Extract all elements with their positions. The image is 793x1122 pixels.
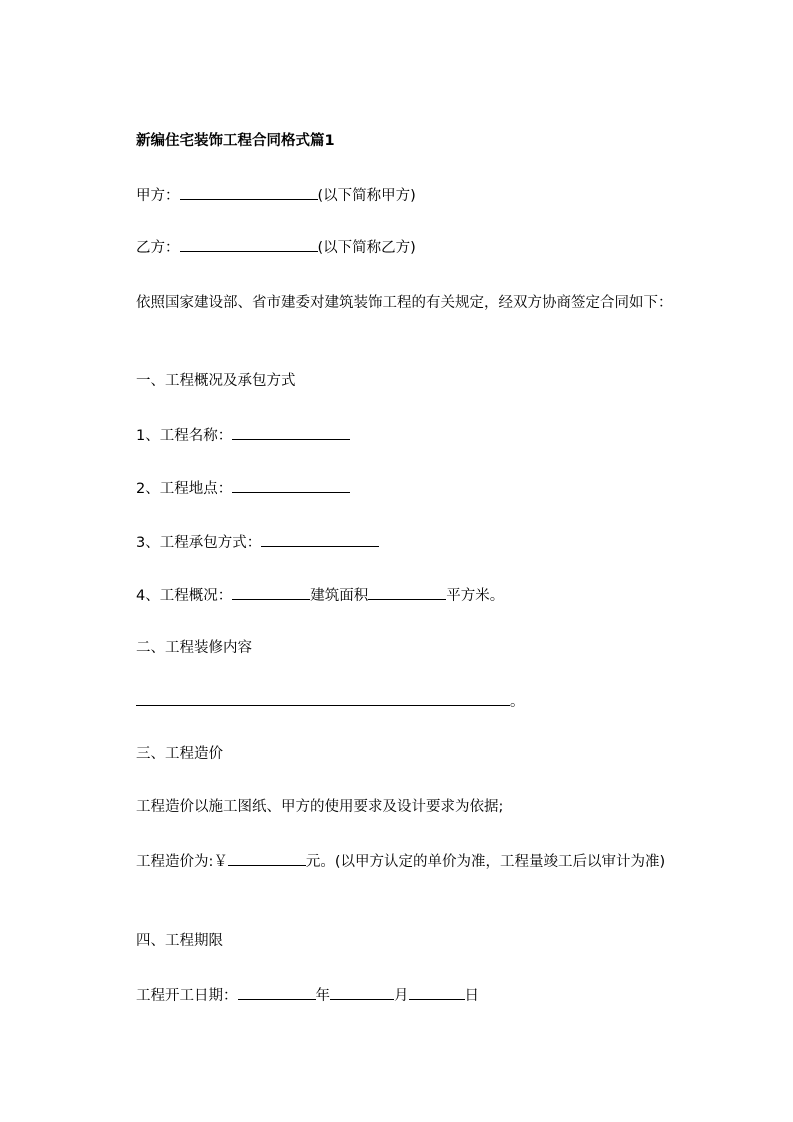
party-b-label: 乙方： — [136, 240, 180, 256]
overview-area-label: 建筑面积 — [310, 588, 369, 604]
start-date-line — [136, 985, 479, 1006]
project-location-blank[interactable] — [232, 478, 350, 493]
decoration-content-line — [136, 691, 525, 712]
section2-heading: 二、工程装修内容 — [136, 640, 252, 656]
intro-paragraph: 依照国家建设部、省市建委对建筑装饰工程的有关规定，经双方协商签定合同如下： — [136, 295, 673, 311]
price-label: 工程造价为:￥ — [136, 854, 228, 870]
contract-method-line — [136, 532, 379, 553]
project-overview-line — [136, 585, 504, 606]
day-label: 日 — [464, 988, 479, 1004]
section4-heading: 四、工程期限 — [136, 933, 223, 949]
party-b-suffix: (以下简称乙方) — [317, 240, 416, 256]
section1-heading: 一、工程概况及承包方式 — [136, 373, 296, 389]
start-day-blank[interactable] — [409, 985, 465, 1000]
overview-blank[interactable] — [232, 585, 310, 600]
page-title: 新编住宅装饰工程合同格式篇1 — [136, 133, 335, 149]
section3-heading: 三、工程造价 — [136, 746, 223, 762]
price-basis-text: 工程造价以施工图纸、甲方的使用要求及设计要求为依据; — [136, 799, 504, 815]
party-b-blank[interactable] — [180, 237, 318, 252]
overview-label: 4、工程概况： — [136, 588, 233, 604]
price-paragraph — [106, 848, 700, 876]
contract-method-label: 3、工程承包方式： — [136, 535, 262, 551]
party-a-blank[interactable] — [180, 185, 318, 200]
decoration-content-blank[interactable] — [136, 691, 510, 706]
contract-method-blank[interactable] — [261, 532, 379, 547]
start-year-blank[interactable] — [238, 985, 316, 1000]
price-text: 元。(以甲方认定的单价为准，工程量竣工后以审计为准) — [305, 854, 666, 870]
overview-unit: 平方米。 — [446, 588, 505, 604]
start-month-blank[interactable] — [330, 985, 394, 1000]
area-blank[interactable] — [368, 585, 446, 600]
party-a-line — [136, 185, 416, 206]
price-blank[interactable] — [228, 851, 306, 866]
start-date-label: 工程开工日期： — [136, 988, 238, 1004]
project-location-label: 2、工程地点： — [136, 481, 233, 497]
year-label: 年 — [315, 988, 330, 1004]
project-location-line — [136, 478, 350, 499]
project-name-line — [136, 425, 350, 446]
party-a-suffix: (以下简称甲方) — [317, 188, 416, 204]
decoration-content-end: 。 — [510, 694, 525, 710]
project-name-label: 1、工程名称： — [136, 428, 233, 444]
party-a-label: 甲方： — [136, 188, 180, 204]
party-b-line — [136, 237, 416, 258]
project-name-blank[interactable] — [232, 425, 350, 440]
month-label: 月 — [394, 988, 409, 1004]
